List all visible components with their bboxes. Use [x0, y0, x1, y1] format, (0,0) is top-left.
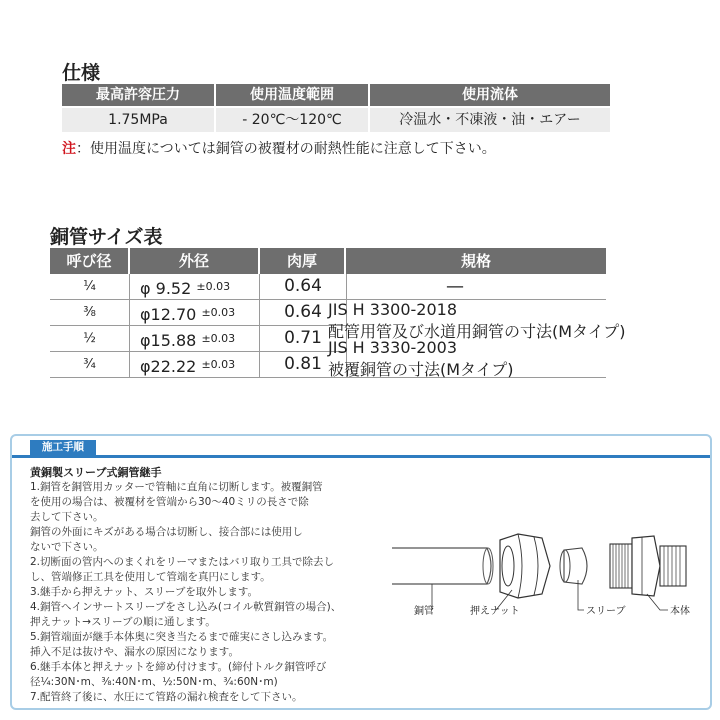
wall-cell: 0.81	[284, 354, 322, 374]
spec-note	[62, 138, 496, 158]
sleeve-label: スリーブ	[586, 606, 626, 617]
note-prefix: 注	[62, 141, 76, 157]
spec-header-fluid: 使用流体	[370, 84, 610, 106]
spec-value-fluid: 冷温水・不凍液・油・エアー	[370, 108, 610, 132]
step-line: 4.銅管へインサートスリーブをさし込み(コイル軟質銅管の場合)、	[30, 601, 342, 613]
step-line: 1.銅管を銅管用カッターで管軸に直角に切断します。被覆銅管	[30, 481, 323, 493]
pipe-drawing	[392, 548, 493, 584]
fitting-diagram	[392, 528, 702, 622]
table-row	[50, 352, 346, 378]
step-line: ないで下さい。	[30, 541, 104, 553]
wall-cell: 0.71	[284, 328, 322, 348]
note-text: ：使用温度については銅管の被覆材の耐熱性能に注意して下さい。	[76, 141, 496, 157]
body-drawing	[610, 536, 686, 596]
nominal-cell: ¼	[50, 274, 130, 299]
step-line: 6.継手本体と押えナットを締め付けます。(締付トルク銅管呼び	[30, 661, 327, 673]
step-line: を使用の場合は、被覆材を管端から30〜40ミリの長さで除	[30, 496, 309, 508]
step-line: 5.銅管端面が継手本体奥に突き当たるまで確実にさし込みます。	[30, 631, 334, 643]
size-header-nominal: 呼び径	[50, 248, 130, 274]
step-line: 挿入不足は抜けや、漏水の原因になります。	[30, 646, 239, 658]
pipe-label: 銅管	[414, 606, 434, 617]
standard-line: JIS H 3300-2018	[328, 300, 458, 319]
od-cell: φ12.70 $^{\pm 0.03}$	[130, 300, 260, 325]
standard-line: JIS H 3330-2003	[328, 338, 458, 357]
step-line: 2.切断面の管内へのまくれをリーマまたはバリ取り工具で除去し	[30, 556, 335, 568]
size-header-standard: 規格	[346, 248, 606, 274]
spec-header-pressure: 最高許容圧力	[62, 84, 216, 106]
table-row	[50, 274, 346, 300]
standard-dash: —	[446, 276, 464, 297]
nut-label: 押えナット	[470, 606, 520, 617]
nominal-cell: ½	[50, 326, 130, 351]
standard-line: 被覆銅管の寸法(Mタイプ)	[328, 360, 514, 379]
spec-value-pressure: 1.75MPa	[62, 108, 216, 132]
od-cell: φ15.88 $^{\pm 0.03}$	[130, 326, 260, 351]
step-line: 去して下さい。	[30, 511, 104, 523]
step-line: 径¼:30N･m、⅜:40N･m、½:50N･m、¾:60N･m)	[30, 676, 278, 688]
procedure-steps	[30, 480, 380, 705]
nominal-cell: ⅜	[50, 300, 130, 325]
nut-drawing	[500, 534, 550, 598]
divider	[12, 455, 710, 458]
size-table	[50, 248, 626, 379]
od-cell: φ 9.52 $^{\pm 0.03}$	[130, 274, 260, 299]
procedure-box	[10, 434, 712, 710]
step-line: し、管端修正工具を使用して管端を真円にします。	[30, 571, 271, 583]
table-row	[50, 326, 346, 352]
body-label: 本体	[670, 606, 690, 617]
spec-title: 仕様	[62, 62, 101, 84]
sleeve-drawing	[560, 548, 587, 584]
step-line: 7.配管終了後に、水圧にて管路の漏れ検査をして下さい。	[30, 691, 303, 703]
spec-value-temp: - 20℃〜120℃	[216, 108, 370, 132]
step-line: 3.継手から押えナット、スリーブを取外します。	[30, 586, 258, 598]
wall-cell: 0.64	[284, 276, 322, 296]
procedure-subtitle: 黄銅製スリーブ式銅管継手	[30, 466, 162, 479]
procedure-tab: 施工手順	[30, 440, 96, 455]
nominal-cell: ¾	[50, 352, 130, 377]
table-row	[50, 300, 346, 326]
od-cell: φ22.22 $^{\pm 0.03}$	[130, 352, 260, 377]
step-line: 押えナット→スリーブの順に通します。	[30, 616, 216, 628]
standard-line: 配管用管及び水道用銅管の寸法(Mタイプ)	[328, 322, 626, 341]
fitting-diagram-illustration	[392, 528, 702, 618]
spec-table	[62, 84, 610, 132]
size-table-title: 銅管サイズ表	[50, 226, 163, 248]
wall-cell: 0.64	[284, 302, 322, 322]
spec-header-temp: 使用温度範囲	[216, 84, 370, 106]
size-header-wall: 肉厚	[260, 248, 346, 274]
size-header-od: 外径	[130, 248, 260, 274]
step-line: 銅管の外面にキズがある場合は切断し、接合部には使用し	[30, 526, 303, 538]
